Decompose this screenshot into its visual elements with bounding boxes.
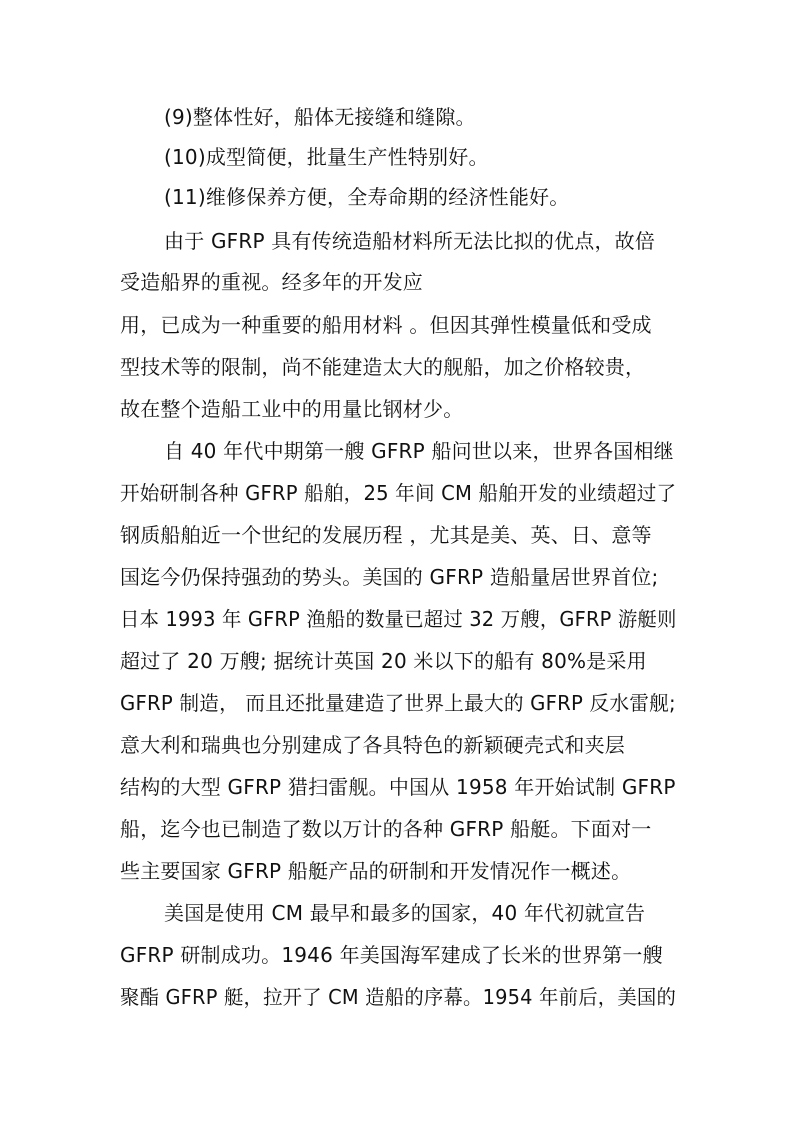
text-line: 开始研制各种 GFRP 船舶，25 年间 CM 船舶开发的业绩超过了 — [120, 481, 677, 505]
text-line: GFRP 制造， 而且还批量建造了世界上最大的 GFRP 反水雷舰; — [120, 691, 676, 715]
text-line: (9)整体性好，船体无接缝和缝隙。 — [164, 105, 476, 129]
text-line: 意大利和瑞典也分别建成了各具特色的新颖硬壳式和夹层 — [120, 733, 625, 757]
text-line: 钢质船舶近一个世纪的发展历程 ，尤其是美、英、日、意等 — [120, 523, 652, 547]
text-line: 日本 1993 年 GFRP 渔船的数量已超过 32 万艘，GFRP 游艇则 — [120, 607, 677, 631]
text-line: GFRP 研制成功。1946 年美国海军建成了长米的世界第一艘 — [120, 943, 663, 967]
text-line: 些主要国家 GFRP 船艇产品的研制和开发情况作一概述。 — [120, 859, 632, 883]
text-line: 受造船界的重视。经多年的开发应 — [120, 270, 423, 294]
text-line: 用，已成为一种重要的船用材料 。但因其弹性模量低和受成 — [120, 313, 652, 337]
text-line: 美国是使用 CM 最早和最多的国家，40 年代初就宣告 — [164, 901, 646, 925]
text-line: 超过了 20 万艘; 据统计英国 20 米以下的船有 80%是采用 — [120, 649, 647, 673]
text-line: 型技术等的限制，尚不能建造太大的舰船，加之价格较贵， — [120, 355, 646, 379]
text-line: 聚酯 GFRP 艇，拉开了 CM 造船的序幕。1954 年前后，美国的 — [120, 985, 677, 1009]
text-line: 船，迄今也已制造了数以万计的各种 GFRP 船艇。下面对一 — [120, 817, 652, 841]
text-line: 自 40 年代中期第一艘 GFRP 船问世以来，世界各国相继 — [164, 439, 674, 463]
text-line: 由于 GFRP 具有传统造船材料所无法比拟的优点，故倍 — [164, 229, 656, 253]
text-line: 结构的大型 GFRP 猎扫雷舰。中国从 1958 年开始试制 GFRP — [120, 775, 676, 799]
text-line: 故在整个造船工业中的用量比钢材少。 — [120, 397, 464, 421]
text-line: (10)成型简便，批量生产性特别好。 — [164, 145, 489, 169]
text-line: (11)维修保养方便，全寿命期的经济性能好。 — [164, 185, 570, 209]
text-line: 国迄今仍保持强劲的势头。美国的 GFRP 造船量居世界首位; — [120, 565, 659, 589]
